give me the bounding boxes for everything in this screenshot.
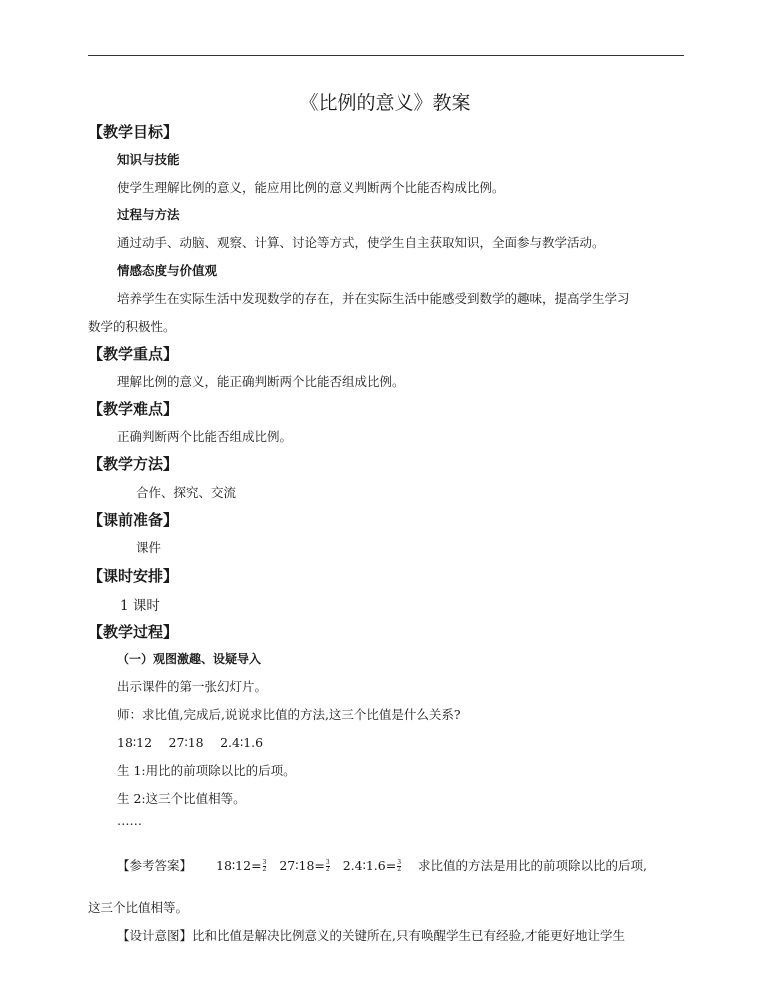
subheading-attitude: 情感态度与价值观	[117, 263, 218, 278]
answer-ratio-3: 2.4∶1.6=	[342, 858, 397, 873]
design-intent-line: 【设计意图】比和比值是解决比例意义的关键所在,只有唤醒学生已有经验,才能更好地让学生	[117, 928, 625, 943]
paragraph-preparation: 课件	[136, 540, 162, 555]
paragraph-difficulties: 正确判断两个比能否组成比例。	[117, 429, 293, 444]
paragraph-schedule: 1 课时	[120, 598, 160, 614]
paragraph-attitude-line1: 培养学生在实际生活中发现数学的存在，并在实际生活中能感受到数学的趣味，提高学生学习	[117, 291, 630, 306]
section-heading-preparation: 【课前准备】	[88, 511, 179, 529]
process-line-student1: 生 1:用比的前项除以比的后项。	[117, 763, 296, 778]
header-rule	[88, 55, 684, 56]
paragraph-key-points: 理解比例的意义，能正确判断两个比能否组成比例。	[117, 374, 405, 389]
paragraph-methods: 合作、探究、交流	[136, 485, 237, 500]
answer-explanation: 求比值的方法是用比的前项除以比的后项,	[418, 858, 648, 873]
paragraph-process-method: 通过动手、动脑、观察、计算、讨论等方式，使学生自主获取知识，全面参与教学活动。	[117, 235, 605, 250]
paragraph-knowledge: 使学生理解比例的意义，能应用比例的意义判断两个比能否构成比例。	[117, 180, 505, 195]
answer-ratio-1: 18∶12=	[216, 858, 262, 873]
section-heading-goals: 【教学目标】	[88, 123, 179, 141]
answer-ratio-2: 27∶18=	[279, 858, 325, 873]
paragraph-attitude-line2: 数学的积极性。	[88, 319, 176, 334]
document-title: 《比例的意义》教案	[299, 92, 471, 114]
answer-fraction-3: $\frac{3}{2}$	[397, 859, 402, 873]
section-heading-process: 【教学过程】	[88, 623, 179, 641]
process-ellipsis: ……	[117, 813, 142, 828]
section-heading-key-points: 【教学重点】	[88, 345, 179, 363]
subheading-process-method: 过程与方法	[117, 207, 180, 222]
process-line-ratios: 18∶12 27∶18 2.4∶1.6	[117, 735, 264, 750]
answer-fraction-2: $\frac{3}{2}$	[325, 859, 330, 873]
subheading-knowledge: 知识与技能	[117, 152, 180, 167]
process-line-teacher: 师：求比值,完成后,说说求比值的方法,这三个比值是什么关系?	[117, 707, 461, 722]
answer-line2: 这三个比值相等。	[88, 900, 189, 915]
answer-line1	[117, 856, 647, 874]
process-line-slide: 出示课件的第一张幻灯片。	[117, 679, 268, 694]
answer-label: 【参考答案】	[117, 858, 193, 873]
section-heading-schedule: 【课时安排】	[88, 567, 179, 585]
answer-fraction-1: $\frac{3}{2}$	[262, 859, 267, 873]
section-heading-difficulties: 【教学难点】	[88, 400, 179, 418]
section-heading-methods: 【教学方法】	[88, 455, 179, 473]
subheading-step1: （一）观图激趣、设疑导入	[117, 652, 262, 666]
process-line-student2: 生 2:这三个比值相等。	[117, 791, 246, 806]
